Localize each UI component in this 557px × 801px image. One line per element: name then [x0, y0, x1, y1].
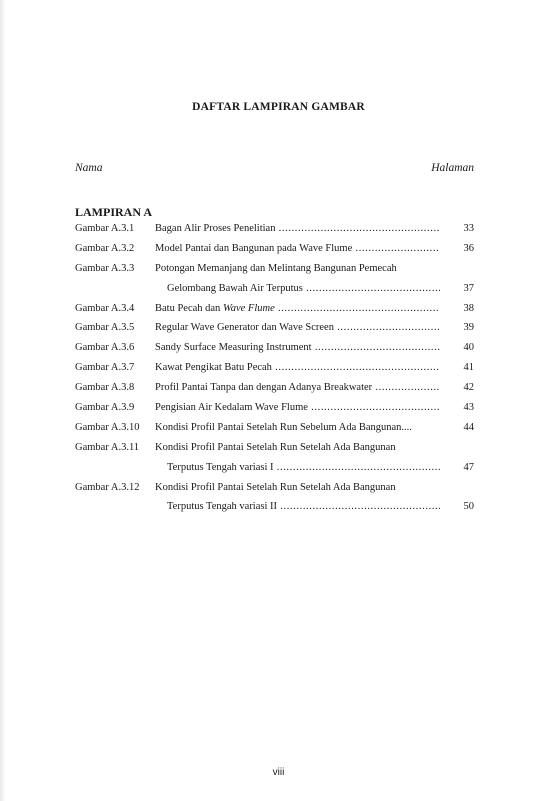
figure-title: Batu Pecah dan Wave Flume ..... [155, 299, 440, 319]
figure-title: Pengisian Air Kedalam Wave Flume ..... [155, 398, 440, 418]
list-item [75, 398, 474, 418]
figure-code: Gambar A.3.12 [75, 481, 140, 493]
figure-page: 47 [463, 461, 474, 473]
figure-title-continuation: Terputus Tengah variasi I ..... [155, 458, 440, 478]
figure-code: Gambar A.3.3 [75, 262, 135, 274]
figure-title-continuation: Terputus Tengah variasi II ..... [155, 497, 440, 517]
scan-edge-shadow [0, 0, 6, 801]
figure-title: Model Pantai dan Bangunan pada Wave Flume ..... [155, 239, 440, 259]
list-item [75, 358, 474, 378]
list-item-continuation [75, 279, 474, 299]
figure-title: Kawat Pengikat Batu Pecah ..... [155, 358, 440, 378]
figure-code: Gambar A.3.2 [75, 242, 135, 254]
figure-title: Kondisi Profil Pantai Setelah Run Sebelum Ada Bangunan.... [155, 421, 412, 433]
list-item [75, 299, 474, 319]
figure-code: Gambar A.3.5 [75, 322, 135, 334]
list-item [75, 239, 474, 259]
list-item [75, 418, 474, 438]
list-item [75, 338, 474, 358]
page-number: viii [272, 767, 285, 778]
figure-page: 39 [463, 322, 474, 334]
figure-code: Gambar A.3.10 [75, 421, 140, 433]
figure-page: 33 [463, 223, 474, 234]
column-header-name: Nama [75, 162, 103, 174]
list-item [75, 318, 474, 338]
list-item-continuation [75, 458, 474, 478]
list-item [75, 438, 474, 458]
figure-title: Bagan Alir Proses Penelitian ..... [155, 219, 440, 239]
figure-title: Profil Pantai Tanpa dan dengan Adanya Breakwater ..... [155, 378, 440, 398]
figure-page: 41 [463, 362, 474, 374]
figure-title-continuation: Gelombang Bawah Air Terputus ..... [155, 279, 440, 299]
figure-code: Gambar A.3.1 [75, 223, 135, 234]
figure-page: 40 [463, 342, 474, 354]
figure-page: 37 [463, 282, 474, 294]
figure-title: Kondisi Profil Pantai Setelah Run Setelah Ada Bangunan [155, 481, 396, 493]
figure-page: 43 [463, 402, 474, 414]
figure-code: Gambar A.3.9 [75, 402, 135, 414]
figure-title: Sandy Surface Measuring Instrument ..... [155, 338, 440, 358]
column-header-page: Halaman [431, 162, 474, 174]
figure-page: 42 [463, 382, 474, 394]
figure-code: Gambar A.3.7 [75, 362, 135, 374]
figure-page: 50 [463, 501, 474, 513]
figure-list [75, 219, 474, 517]
figure-title: Kondisi Profil Pantai Setelah Run Setelah Ada Bangunan [155, 441, 396, 453]
figure-page: 38 [463, 302, 474, 314]
list-item [75, 219, 474, 239]
figure-code: Gambar A.3.8 [75, 382, 135, 394]
list-item [75, 259, 474, 279]
figure-title: Potongan Memanjang dan Melintang Bangunan Pemecah [155, 262, 397, 274]
section-title: LAMPIRAN A [75, 205, 152, 219]
figure-page: 36 [463, 242, 474, 254]
list-item [75, 378, 474, 398]
list-item [75, 478, 474, 498]
figure-code: Gambar A.3.6 [75, 342, 135, 354]
page-title: DAFTAR LAMPIRAN GAMBAR [192, 101, 365, 113]
figure-code: Gambar A.3.11 [75, 441, 140, 453]
figure-title: Regular Wave Generator dan Wave Screen ..... [155, 318, 440, 338]
list-item-continuation [75, 497, 474, 517]
figure-title-italic: Wave Flume [222, 302, 275, 314]
figure-code: Gambar A.3.4 [75, 302, 135, 314]
figure-page: 44 [463, 421, 474, 433]
